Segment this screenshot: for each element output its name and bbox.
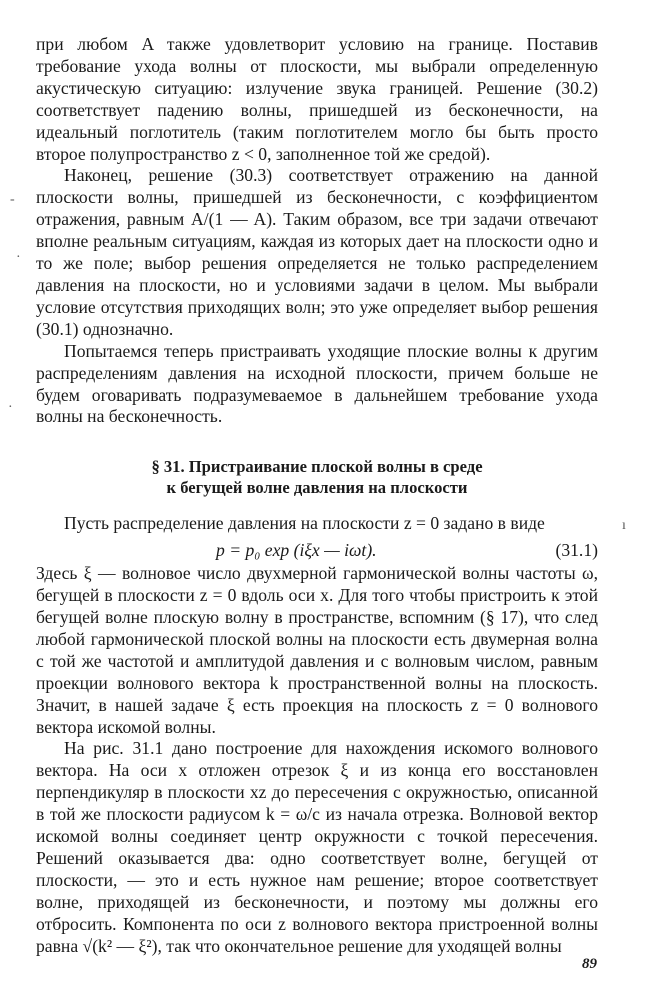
equation [36,537,598,563]
paragraph: Здесь ξ — волновое число двухмерной гармонической волны частоты ω, бегущей в плоскости z = 0 вдоль оси x. Для того чтобы пристроить к этой бегущей волне плоскую волну в пространстве, вспомним (§ 17), что след любой гармонической плоской волны на плоскости есть двумерная волна с той же частотой и амплитудой давления и с волновым числом, равным проекции волнового вектора k пространственной волны на плоскость. Значит, в нашей задаче ξ есть проекция на плоскость z = 0 волнового вектора искомой волны. [36,563,598,737]
margin-mark: · [8,400,13,415]
section-title-line: к бегущей волне давления на плоскости [166,478,468,498]
paragraph: Пусть распределение давления на плоскости z = 0 задано в виде [64,513,545,534]
section-title-line: § 31. Пристраивание плоской волны в среде [151,457,483,477]
page-body [36,34,598,958]
equation-formula: p = p₀ exp (iξx — iωt). [216,540,377,561]
paragraph: Наконец, решение (30.3) соответствует отражению на данной плоскости волны, пришедшей из бесконечности, с коэффициентом отражения, равным A/(1 — A). Таким образом, все три задачи отвечают вполне реальным ситуациям, каждая из которых дает на плоскости одно и то же поле; выбор решения определяется не только распределением давления на плоскости, но и условиями задачи в целом. Мы выбрали условие отсутствия приходящих волн; это уже определяет выбор решения (30.1) однозначно. [36,165,598,339]
section-heading [36,456,598,498]
paragraph: На рис. 31.1 дано построение для нахождения искомого волнового вектора. На оси x отложен отрезок ξ и из конца его восстановлен перпендикуляр в плоскости xz до пересечения с окружностью, описанной в той же плоскости радиусом k = ω/c из начала отрезка. Волновой вектор искомой волны соединяет центр окружности с точкой пересечения. Решений оказывается два: одно соответствует волне, бегущей от плоскости, — это и есть нужное нам решение; второе соответствует волне, приходящей из бесконечности, и поэтому мы должны его отбросить. Компонента по оси z волнового вектора пристроенной волны равна √(k² — ξ²), так что окончательное решение для уходящей волны [36,738,598,956]
page-number: 89 [582,956,597,972]
paragraph: Попытаемся теперь пристраивать уходящие плоские волны к другим распределениям давления на исходной плоскости, причем больше не будем оговаривать подразумеваемое в дальнейшем требование ухода волны на бесконечность. [36,340,598,427]
margin-mark: - [10,192,15,207]
margin-mark: · [16,250,21,265]
paragraph: при любом A также удовлетворит условию на границе. Поставив требование ухода волны от плоскости, мы выбрали определенную акустическую ситуацию: излучение звука границей. Решение (30.2) соответствует падению волны, пришедшей из бесконечности, на идеальный поглотитель (таким поглотителем могло бы быть просто второе полупространство z < 0, заполненное той же средой). [36,34,598,164]
margin-mark: ı [622,518,626,533]
equation-number: (31.1) [555,540,598,561]
